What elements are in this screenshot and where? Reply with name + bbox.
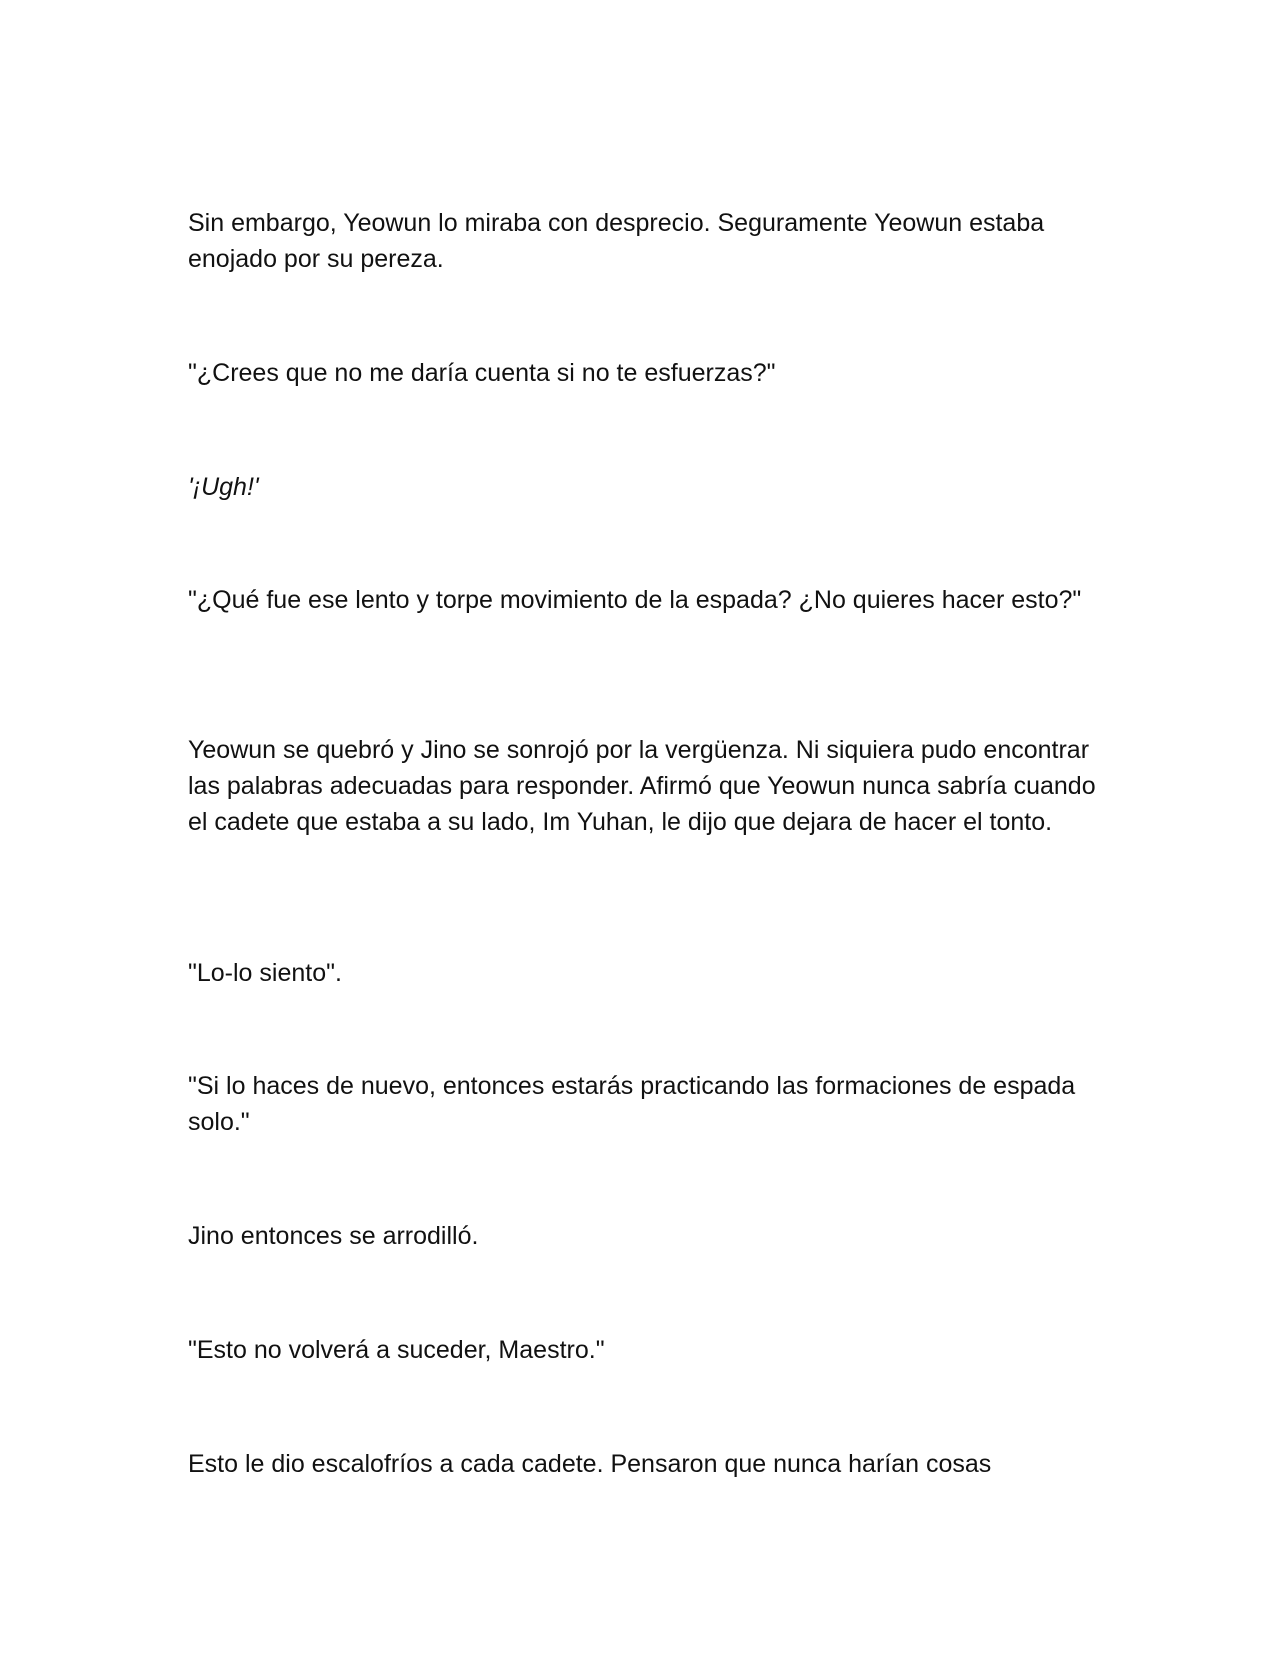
paragraph-thought: '¡Ugh!' bbox=[188, 473, 259, 501]
paragraph-dialogue-1: "¿Crees que no me daría cuenta si no te esfuerzas?" bbox=[188, 359, 776, 387]
paragraph-dialogue-3: "Lo-lo siento". bbox=[188, 959, 342, 987]
paragraph-dialogue-2: "¿Qué fue ese lento y torpe movimiento de la espada? ¿No quieres hacer esto?" bbox=[188, 586, 1082, 614]
paragraph-narration-3: Jino entonces se arrodilló. bbox=[188, 1222, 479, 1250]
paragraph-dialogue-4: "Si lo haces de nuevo, entonces estarás practicando las formaciones de espada solo." bbox=[188, 1072, 1076, 1136]
paragraph-narration-1: Sin embargo, Yeowun lo miraba con desprecio. Seguramente Yeowun estaba enojado por su pereza. bbox=[188, 209, 1045, 273]
paragraph-narration-4: Esto le dio escalofríos a cada cadete. Pensaron que nunca harían cosas bbox=[188, 1450, 992, 1478]
paragraph-narration-2: Yeowun se quebró y Jino se sonrojó por la vergüenza. Ni siquiera pudo encontrar las palabras adecuadas para responder. Afirmó que Yeowun nunca sabría cuando el cadete que estaba a su lado, Im Yuhan, le dijo que dejara de hacer el tonto. bbox=[188, 736, 1096, 836]
paragraph-dialogue-5: "Esto no volverá a suceder, Maestro." bbox=[188, 1336, 605, 1364]
